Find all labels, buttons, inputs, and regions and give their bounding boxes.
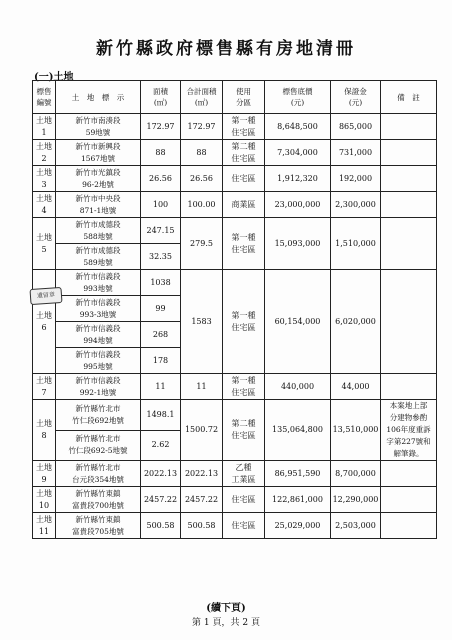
base-price: 122,861,000 — [265, 487, 331, 513]
parcel-area: 1038 — [141, 270, 181, 296]
parcel-area: 172.97 — [141, 114, 181, 140]
remarks — [381, 461, 437, 487]
stamp: 遺留章 — [29, 287, 62, 305]
base-price: 86,951,590 — [265, 461, 331, 487]
remarks — [381, 374, 437, 400]
base-price: 25,029,000 — [265, 513, 331, 539]
zoning: 第一種 住宅區 — [223, 218, 265, 270]
deposit: 2,300,000 — [331, 192, 381, 218]
total-area: 2022.13 — [181, 461, 223, 487]
parcel-location: 新竹市成德段 588地號 — [56, 218, 141, 244]
total-area: 172.97 — [181, 114, 223, 140]
continued-label: (續下頁) — [206, 603, 246, 614]
base-price: 135,064,800 — [265, 400, 331, 461]
zoning: 商業區 — [223, 192, 265, 218]
parcel-area: 247.15 — [141, 218, 181, 244]
total-area: 279.5 — [181, 218, 223, 270]
table-row — [33, 114, 437, 140]
parcel-location: 新竹市信義段 995地號 — [56, 348, 141, 374]
row-index: 土地 8 — [33, 400, 56, 461]
parcel-location: 新竹縣竹北市 竹仁段692-5地號 — [56, 430, 141, 461]
total-area: 500.58 — [181, 513, 223, 539]
remarks — [381, 487, 437, 513]
parcel-area: 1498.1 — [141, 400, 181, 431]
table-row — [33, 400, 437, 431]
base-price: 15,093,000 — [265, 218, 331, 270]
zoning: 乙種 工業區 — [223, 461, 265, 487]
deposit: 13,510,000 — [331, 400, 381, 461]
base-price: 7,304,000 — [265, 140, 331, 166]
deposit: 8,700,000 — [331, 461, 381, 487]
row-index: 土地 6 — [33, 270, 56, 374]
zoning: 住宅區 — [223, 487, 265, 513]
parcel-area: 32.35 — [141, 244, 181, 270]
zoning: 住宅區 — [223, 513, 265, 539]
table-row — [33, 513, 437, 539]
table-row — [33, 218, 437, 244]
parcel-location: 新竹市中央段 871-1地號 — [56, 192, 141, 218]
remarks — [381, 114, 437, 140]
zoning: 第一種 住宅區 — [223, 270, 265, 374]
header-area: 面積 (㎡) — [141, 81, 181, 114]
deposit: 731,000 — [331, 140, 381, 166]
table-row — [33, 374, 437, 400]
parcel-area: 500.58 — [141, 513, 181, 539]
deposit: 44,000 — [331, 374, 381, 400]
parcel-area: 100 — [141, 192, 181, 218]
remarks — [381, 140, 437, 166]
table-row — [33, 192, 437, 218]
header-index: 標售 編號 — [33, 81, 56, 114]
deposit: 1,510,000 — [331, 218, 381, 270]
parcel-area: 2022.13 — [141, 461, 181, 487]
remarks — [381, 513, 437, 539]
deposit: 6,020,000 — [331, 270, 381, 374]
table-row — [33, 166, 437, 192]
header-zoning: 使用 分區 — [223, 81, 265, 114]
base-price: 60,154,000 — [265, 270, 331, 374]
total-area: 26.56 — [181, 166, 223, 192]
land-table-body — [33, 114, 437, 539]
deposit: 192,000 — [331, 166, 381, 192]
total-area: 2457.22 — [181, 487, 223, 513]
row-index: 土地 9 — [33, 461, 56, 487]
section-heading: (一)土地 — [34, 72, 74, 83]
zoning: 第二種 住宅區 — [223, 400, 265, 461]
deposit: 2,503,000 — [331, 513, 381, 539]
parcel-location: 新竹市信義段 994地號 — [56, 322, 141, 348]
header-base-price: 標售底價 (元) — [265, 81, 331, 114]
header-remarks: 備 註 — [381, 81, 437, 114]
total-area: 1583 — [181, 270, 223, 374]
total-area: 88 — [181, 140, 223, 166]
zoning: 第二種 住宅區 — [223, 140, 265, 166]
row-index: 土地 11 — [33, 513, 56, 539]
parcel-location: 新竹市南湊段 59地號 — [56, 114, 141, 140]
remarks — [381, 218, 437, 270]
table-row — [33, 487, 437, 513]
remarks: 本案地上部 分建物參酌 106年度重訴 字第227號和 解筆錄。 — [381, 400, 437, 461]
remarks — [381, 166, 437, 192]
table-row — [33, 140, 437, 166]
parcel-location: 新竹市信義段 992-1地號 — [56, 374, 141, 400]
base-price: 440,000 — [265, 374, 331, 400]
page-number: 第 1 頁，共 2 頁 — [192, 618, 260, 628]
zoning: 第一種 住宅區 — [223, 374, 265, 400]
header-location: 土 地 標 示 — [56, 81, 141, 114]
row-index: 土地 4 — [33, 192, 56, 218]
parcel-location: 新竹縣竹北市 台元段354地號 — [56, 461, 141, 487]
base-price: 23,000,000 — [265, 192, 331, 218]
parcel-location: 新竹市信義段 993-3地號 — [56, 296, 141, 322]
parcel-area: 2.62 — [141, 430, 181, 461]
document-title: 新竹縣政府標售縣有房地清冊 — [96, 39, 356, 59]
parcel-location: 新竹縣竹東鎮 富貴段705地號 — [56, 513, 141, 539]
parcel-location: 新竹市光鎮段 96-2地號 — [56, 166, 141, 192]
parcel-location: 新竹縣竹東鎮 富貴段700地號 — [56, 487, 141, 513]
remarks — [381, 270, 437, 374]
zoning: 住宅區 — [223, 166, 265, 192]
header-total-area: 合計面積 (㎡) — [181, 81, 223, 114]
parcel-area: 11 — [141, 374, 181, 400]
row-index: 土地 5 — [33, 218, 56, 270]
row-index: 土地 2 — [33, 140, 56, 166]
base-price: 8,648,500 — [265, 114, 331, 140]
deposit: 12,290,000 — [331, 487, 381, 513]
table-header-row — [33, 81, 437, 114]
parcel-area: 268 — [141, 322, 181, 348]
parcel-location: 新竹縣竹北市 竹仁段692地號 — [56, 400, 141, 431]
parcel-location: 新竹市信義段 993地號 — [56, 270, 141, 296]
parcel-area: 26.56 — [141, 166, 181, 192]
row-index: 土地 1 — [33, 114, 56, 140]
row-index: 土地 10 — [33, 487, 56, 513]
row-index: 土地 7 — [33, 374, 56, 400]
remarks — [381, 192, 437, 218]
parcel-location: 新竹市新興段 1567地號 — [56, 140, 141, 166]
parcel-location: 新竹市成德段 589地號 — [56, 244, 141, 270]
parcel-area: 178 — [141, 348, 181, 374]
zoning: 第一種 住宅區 — [223, 114, 265, 140]
header-deposit: 保證金 (元) — [331, 81, 381, 114]
parcel-area: 99 — [141, 296, 181, 322]
total-area: 1500.72 — [181, 400, 223, 461]
row-index: 土地 3 — [33, 166, 56, 192]
land-table — [32, 80, 437, 539]
parcel-area: 88 — [141, 140, 181, 166]
deposit: 865,000 — [331, 114, 381, 140]
table-row — [33, 270, 437, 296]
base-price: 1,912,320 — [265, 166, 331, 192]
total-area: 11 — [181, 374, 223, 400]
table-row — [33, 461, 437, 487]
total-area: 100.00 — [181, 192, 223, 218]
parcel-area: 2457.22 — [141, 487, 181, 513]
